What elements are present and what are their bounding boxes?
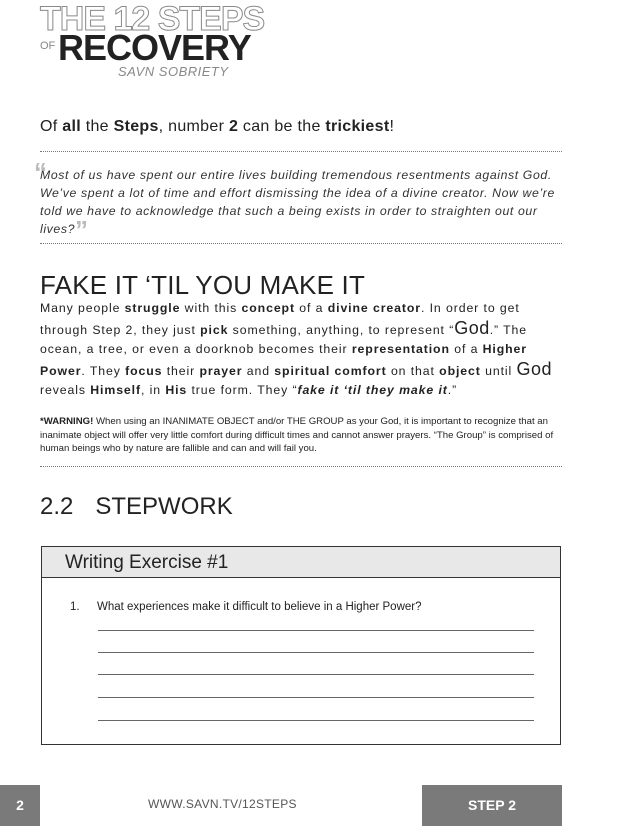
intro-text: , number [158, 118, 229, 135]
section-title: STEPWORK [95, 493, 233, 520]
body-text: .” [447, 383, 458, 397]
body-text: on that [386, 363, 440, 378]
answer-line[interactable] [98, 630, 534, 631]
dotted-divider [40, 151, 562, 152]
intro-text: the [80, 118, 114, 135]
answer-line[interactable] [98, 652, 534, 653]
logo-line-the-12-steps: THE 12 STEPS [40, 0, 265, 38]
section-number: 2.2 [40, 493, 74, 520]
body-text: something, anything, to represent “ [228, 322, 455, 337]
warning-note [40, 415, 565, 456]
body-text: Many people [40, 301, 125, 315]
logo [40, 2, 280, 82]
body-emphasis: divine creator [327, 301, 421, 315]
footer-url[interactable]: WWW.SAVN.TV/12STEPS [148, 797, 297, 811]
body-text: of a [449, 342, 483, 356]
intro-emphasis: trickiest [325, 118, 390, 135]
intro-emphasis: 2 [228, 118, 239, 135]
answer-line[interactable] [98, 674, 534, 675]
body-text: . They [81, 363, 126, 378]
body-text: .” The ocean, a tree, or even a doorknob becomes their [40, 322, 528, 356]
close-quote-mark: ” [75, 215, 89, 245]
body-emphasis: struggle [124, 301, 181, 315]
body-text: . In order to get through Step 2, they just [40, 301, 520, 337]
warning-text: When using an INANIMATE OBJECT and/or THE GROUP as your God, it is important to recognize that an inanimate object will offer very little comfort during difficult times and cannot answer prayers. “The Group” is comprised of human beings who by nature are fallible and can and will fail you. [40, 416, 554, 454]
warning-label: *WARNING! [40, 416, 94, 427]
quote-text: Most of us have spent our entire lives building tremendous resentments against God. We’ve spent a lot of time and effort dismissing the idea of a divine creator. Now we’re told we have to acknowledge that such a being exists in order to straighten out our lives? [40, 168, 555, 236]
body-emphasis: concept [241, 301, 295, 315]
body-emphasis: Himself [90, 383, 141, 397]
body-emphasis: prayer [199, 363, 243, 378]
pull-quote: “ Most of us have spent our entire lives building tremendous resentments against God. We’ve spent a lot of time and effort dismissing the idea of a divine creator. Now we’re told we have to acknowledge that such a being exists in order to straighten out our lives?” [34, 157, 555, 245]
body-text: true form. They “ [187, 383, 298, 397]
logo-line-of: OF [40, 40, 56, 52]
body-emphasis: representation [351, 342, 450, 356]
god-word: God [454, 317, 490, 338]
body-emphasis: focus [125, 363, 163, 378]
god-word: God [516, 358, 553, 379]
body-emphasis: spiritual comfort [274, 363, 387, 378]
page-number: 2 [0, 785, 40, 826]
intro-text: Of [40, 118, 63, 135]
answer-line[interactable] [98, 720, 534, 721]
intro-sentence [40, 118, 394, 136]
question-number: 1. [70, 601, 80, 613]
body-text: , in [141, 383, 166, 397]
dotted-divider [40, 466, 562, 467]
exercise-title: Writing Exercise #1 [42, 547, 560, 578]
body-text: reveals [40, 383, 91, 397]
intro-text: ! [389, 118, 395, 135]
body-emphasis: His [165, 383, 188, 397]
logo-line-recovery: RECOVERY [58, 27, 251, 68]
body-text: their [162, 363, 200, 378]
writing-exercise-box [41, 546, 561, 745]
section-heading: FAKE IT ‘TIL YOU MAKE IT [40, 270, 366, 300]
body-emphasis-italic: fake it ‘til they make it [297, 383, 448, 397]
dotted-divider [40, 243, 562, 244]
answer-line[interactable] [98, 697, 534, 698]
body-emphasis: Higher Power [40, 342, 527, 378]
body-emphasis: object [439, 363, 481, 378]
exercise-question [70, 601, 422, 613]
footer-step-label: STEP 2 [422, 785, 562, 826]
intro-text: can be the [238, 118, 326, 135]
body-text: and [242, 363, 275, 378]
section-body [40, 299, 565, 401]
body-text: with this [180, 301, 242, 315]
stepwork-heading [40, 493, 233, 521]
logo-tagline: SAVN SOBRIETY [118, 64, 229, 79]
question-text: What experiences make it difficult to believe in a Higher Power? [97, 601, 422, 613]
body-text: of a [294, 301, 328, 315]
intro-emphasis: Steps [113, 118, 159, 135]
body-emphasis: pick [200, 322, 229, 337]
body-text: until [480, 363, 517, 378]
intro-emphasis: all [62, 118, 81, 135]
